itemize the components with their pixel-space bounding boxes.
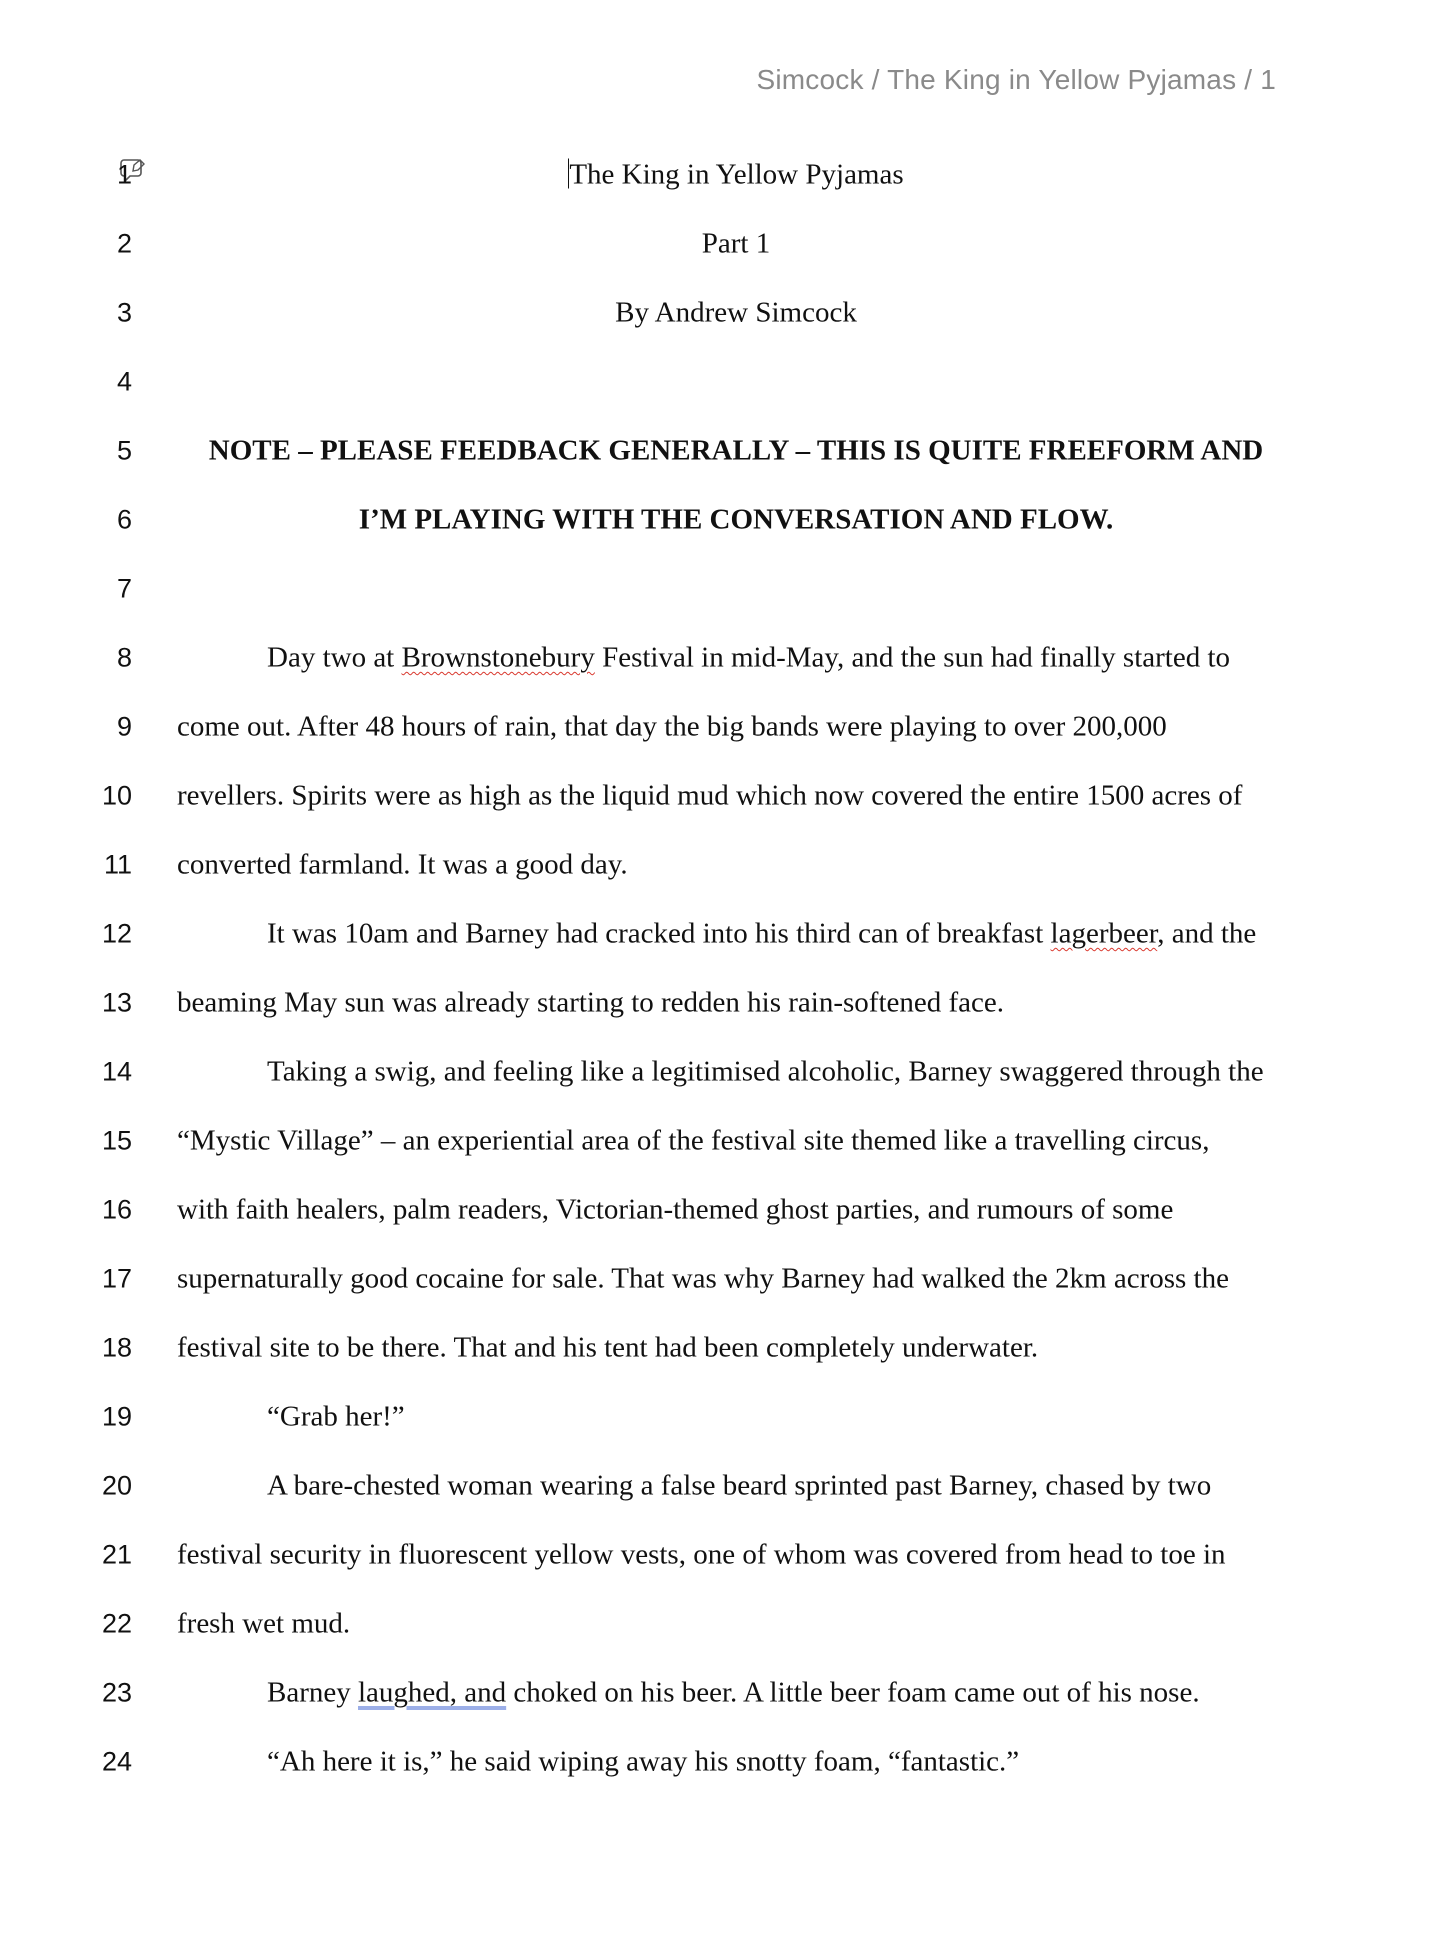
body-text[interactable]: It was 10am and Barney had cracked into his third can of breakfast lagerbeer, and the: [267, 917, 1257, 949]
doc-line: [0, 416, 1456, 485]
doc-line: [0, 1520, 1456, 1589]
doc-line: [0, 1244, 1456, 1313]
doc-line: [0, 692, 1456, 761]
running-head: Simcock / The King in Yellow Pyjamas / 1: [756, 64, 1276, 95]
body-text[interactable]: come out. After 48 hours of rain, that day the big bands were playing to over 200,000: [177, 710, 1167, 742]
body-text[interactable]: supernaturally good cocaine for sale. That was why Barney had walked the 2km across the: [177, 1262, 1229, 1294]
doc-line: [0, 899, 1456, 968]
body-text[interactable]: fresh wet mud.: [177, 1607, 351, 1639]
line-number: 3: [116, 297, 132, 327]
doc-line: [0, 968, 1456, 1037]
line-number: 6: [116, 504, 132, 534]
line-number: 9: [116, 711, 132, 741]
line-number: 15: [101, 1125, 132, 1155]
doc-line: [0, 1451, 1456, 1520]
line-number: 10: [101, 780, 132, 810]
body-text[interactable]: with faith healers, palm readers, Victorian-themed ghost parties, and rumours of some: [177, 1193, 1174, 1225]
line-number: 1: [116, 159, 132, 189]
author-note[interactable]: I’M PLAYING WITH THE CONVERSATION AND FLOW.: [358, 503, 1114, 535]
line-number: 4: [116, 366, 132, 396]
spelling-error: lagerbeer: [1050, 917, 1158, 949]
author-note[interactable]: NOTE – PLEASE FEEDBACK GENERALLY – THIS IS QUITE FREEFORM AND: [208, 434, 1264, 466]
doc-line: [0, 1382, 1456, 1451]
body-text[interactable]: Day two at Brownstonebury Festival in mid-May, and the sun had finally started to: [267, 641, 1231, 673]
spelling-error: Brownstonebury: [401, 641, 595, 673]
doc-line: [0, 140, 1456, 209]
doc-line: [0, 209, 1456, 278]
story-byline[interactable]: By Andrew Simcock: [615, 296, 857, 328]
line-number: 18: [101, 1332, 132, 1362]
line-number: 11: [103, 849, 132, 879]
line-number: 13: [101, 987, 132, 1017]
line-number: 21: [101, 1539, 132, 1569]
doc-line: [0, 554, 1456, 623]
doc-line: [0, 1106, 1456, 1175]
doc-line: [0, 1727, 1456, 1796]
body-text[interactable]: “Mystic Village” – an experiential area of the festival site themed like a travelling circus,: [177, 1124, 1210, 1156]
line-number: 12: [101, 918, 132, 948]
body-text[interactable]: beaming May sun was already starting to redden his rain-softened face.: [177, 986, 1005, 1018]
line-number: 16: [101, 1194, 132, 1224]
line-number: 22: [101, 1608, 132, 1638]
doc-line: [0, 1589, 1456, 1658]
body-text[interactable]: Barney laughed, and choked on his beer. A little beer foam came out of his nose.: [267, 1676, 1200, 1708]
body-text[interactable]: “Grab her!”: [267, 1400, 405, 1432]
grammar-suggestion: laughed, and: [358, 1676, 507, 1708]
doc-line: [0, 485, 1456, 554]
line-number: 8: [116, 642, 132, 672]
body-text[interactable]: festival security in fluorescent yellow vests, one of whom was covered from head to toe in: [177, 1538, 1226, 1570]
doc-line: [0, 1658, 1456, 1727]
body-text[interactable]: revellers. Spirits were as high as the liquid mud which now covered the entire 1500 acres of: [177, 779, 1243, 811]
line-number: 17: [101, 1263, 132, 1293]
body-text[interactable]: “Ah here it is,” he said wiping away his snotty foam, “fantastic.”: [267, 1745, 1020, 1777]
body-text[interactable]: Taking a swig, and feeling like a legitimised alcoholic, Barney swaggered through the: [267, 1055, 1264, 1087]
doc-line: [0, 761, 1456, 830]
line-number: 2: [116, 228, 132, 258]
doc-line: [0, 1175, 1456, 1244]
line-number: 5: [116, 435, 132, 465]
line-number: 7: [116, 573, 132, 603]
doc-line: [0, 347, 1456, 416]
line-number: 19: [101, 1401, 132, 1431]
body-text[interactable]: converted farmland. It was a good day.: [177, 848, 628, 880]
story-title[interactable]: The King in Yellow Pyjamas: [569, 158, 904, 190]
doc-line: [0, 1313, 1456, 1382]
body-text[interactable]: A bare-chested woman wearing a false beard sprinted past Barney, chased by two: [267, 1469, 1212, 1501]
line-number: 23: [101, 1677, 132, 1707]
doc-line: [0, 830, 1456, 899]
doc-line: [0, 278, 1456, 347]
doc-line: [0, 623, 1456, 692]
doc-line: [0, 1037, 1456, 1106]
story-part[interactable]: Part 1: [701, 227, 771, 259]
line-number: 14: [101, 1056, 132, 1086]
line-number: 20: [101, 1470, 132, 1500]
body-text[interactable]: festival site to be there. That and his tent had been completely underwater.: [177, 1331, 1039, 1363]
line-number: 24: [101, 1746, 132, 1776]
